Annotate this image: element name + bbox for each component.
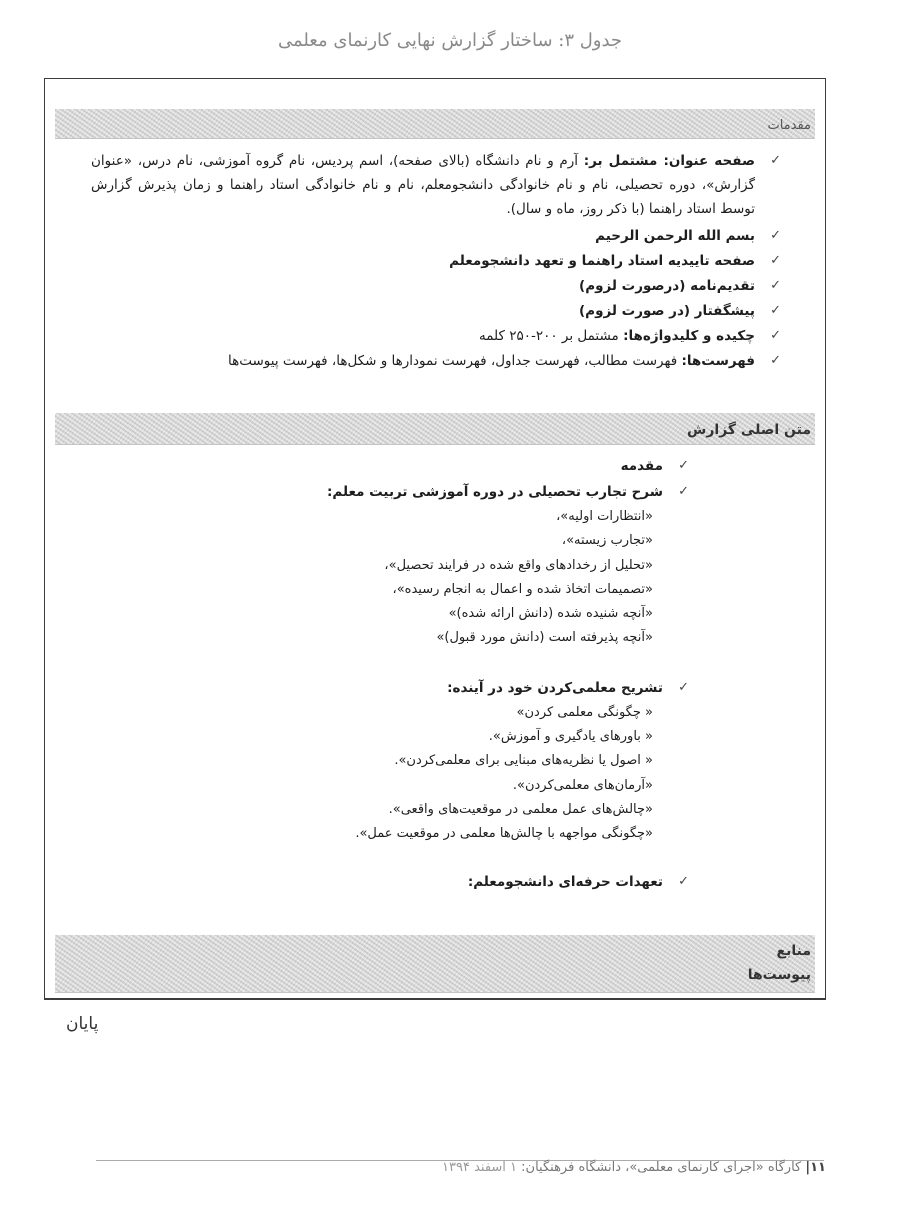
list-item — [129, 479, 689, 651]
check-icon: ✓ — [678, 679, 689, 695]
list-item — [129, 675, 689, 847]
sub-item: « اصول یا نظریه‌های مبنایی برای معلمی‌کردن». — [394, 753, 653, 769]
intro-items-list — [91, 149, 781, 374]
list-item — [91, 349, 781, 373]
item-label: شرح تجارب تحصیلی در دوره آموزشی تربیت معلم: — [326, 484, 663, 500]
item-lead: صفحه عنوان: مشتمل بر: — [583, 153, 755, 169]
check-icon: ✓ — [770, 228, 781, 243]
item-text: مشتمل بر ۲۰۰-۲۵۰ کلمه — [478, 328, 619, 344]
item-lead: فهرست‌ها: — [681, 353, 755, 369]
section-header-intro — [55, 109, 815, 139]
sub-item: «آنچه پذیرفته است (دانش مورد قبول)» — [436, 630, 653, 646]
sub-item: «انتظارات اولیه»، — [556, 509, 653, 524]
sub-list — [129, 701, 663, 847]
check-icon: ✓ — [770, 353, 781, 368]
list-item — [91, 324, 781, 348]
sub-list — [129, 505, 663, 651]
section-heading: مقدمات — [767, 118, 811, 133]
sub-item: «آرمان‌های معلمی‌کردن». — [512, 777, 653, 793]
main-items-list — [129, 453, 689, 895]
list-item — [91, 224, 781, 248]
list-item — [91, 299, 781, 323]
check-icon: ✓ — [770, 278, 781, 293]
section-heading: متن اصلی گزارش — [687, 422, 811, 438]
list-item — [91, 149, 781, 221]
footer-text: کارگاه «اجرای کارنمای معلمی»، دانشگاه فرهنگیان: — [521, 1160, 802, 1175]
report-structure-table — [44, 78, 826, 1000]
item-label: تشریح معلمی‌کردن خود در آینده: — [447, 679, 663, 696]
item-lead: بسم الله الرحمن الرحیم — [595, 228, 755, 244]
sub-item: «تجارب زیسته»، — [561, 533, 653, 549]
sub-item: « باورهای یادگیری و آموزش». — [488, 729, 653, 745]
sub-item: «آنچه شنیده شده (دانش ارائه شده)» — [448, 606, 653, 622]
check-icon: ✓ — [770, 303, 781, 318]
check-icon: ✓ — [678, 873, 689, 889]
sub-item: « چگونگی معلمی کردن» — [516, 704, 653, 720]
spacer — [129, 651, 689, 675]
sub-item: «چگونگی مواجهه با چالش‌ها معلمی در موقعیت عمل». — [355, 826, 653, 842]
item-lead: چکیده و کلیدواژه‌ها: — [623, 328, 755, 344]
sub-item: «چالش‌های عمل معلمی در موقعیت‌های واقعی». — [388, 801, 653, 817]
check-icon: ✓ — [770, 253, 781, 268]
page-title: جدول ۳: ساختار گزارش نهایی کارنمای معلمی — [277, 30, 623, 51]
end-word: پایان — [66, 1014, 99, 1034]
item-text: آرم و نام دانشگاه (بالای صفحه)، اسم پردیس، نام گروه آموزشی، نام درس، «عنوان گزارش»، دوره تحصیلی، نام و نام خانوادگی دانشجومعلم، نام و نام خانوادگی استاد راهنما و زمان پذیرش گزارش توسط استاد راهنما (با ذکر روز، ماه و سال). — [91, 153, 755, 217]
page-number: ۱۱| — [805, 1160, 826, 1175]
item-label: تعهدات حرفه‌ای دانشجومعلم: — [467, 873, 663, 890]
item-lead: صفحه تاییدیه استاد راهنما و تعهد دانشجومعلم — [449, 253, 755, 269]
references-heading: منابع — [776, 943, 811, 959]
check-icon: ✓ — [678, 458, 689, 473]
item-lead: تقدیم‌نامه (درصورت لزوم) — [579, 278, 755, 294]
sub-item: «تصمیمات اتخاذ شده و اعمال به انجام رسیده»، — [392, 581, 653, 597]
section-header-main — [55, 413, 815, 445]
list-item — [129, 869, 689, 895]
list-item — [91, 249, 781, 273]
list-item — [91, 274, 781, 298]
item-lead: پیشگفتار (در صورت لزوم) — [579, 303, 755, 319]
sub-item: «تحلیل از رخدادهای واقع شده در فرایند تحصیل»، — [384, 557, 653, 573]
appendices-heading: پیوست‌ها — [747, 967, 811, 983]
check-icon: ✓ — [770, 328, 781, 343]
item-text: فهرست مطالب، فهرست جداول، فهرست نمودارها و شکل‌ها، فهرست پیوست‌ها — [227, 353, 678, 369]
check-icon: ✓ — [770, 153, 781, 168]
page-footer — [442, 1160, 826, 1175]
item-label: مقدمه — [620, 458, 663, 474]
list-item — [129, 453, 689, 479]
spacer — [129, 847, 689, 869]
section-header-end — [55, 935, 815, 993]
footer-date: ۱ اسفند ۱۳۹۴ — [442, 1160, 518, 1175]
check-icon: ✓ — [678, 484, 689, 499]
